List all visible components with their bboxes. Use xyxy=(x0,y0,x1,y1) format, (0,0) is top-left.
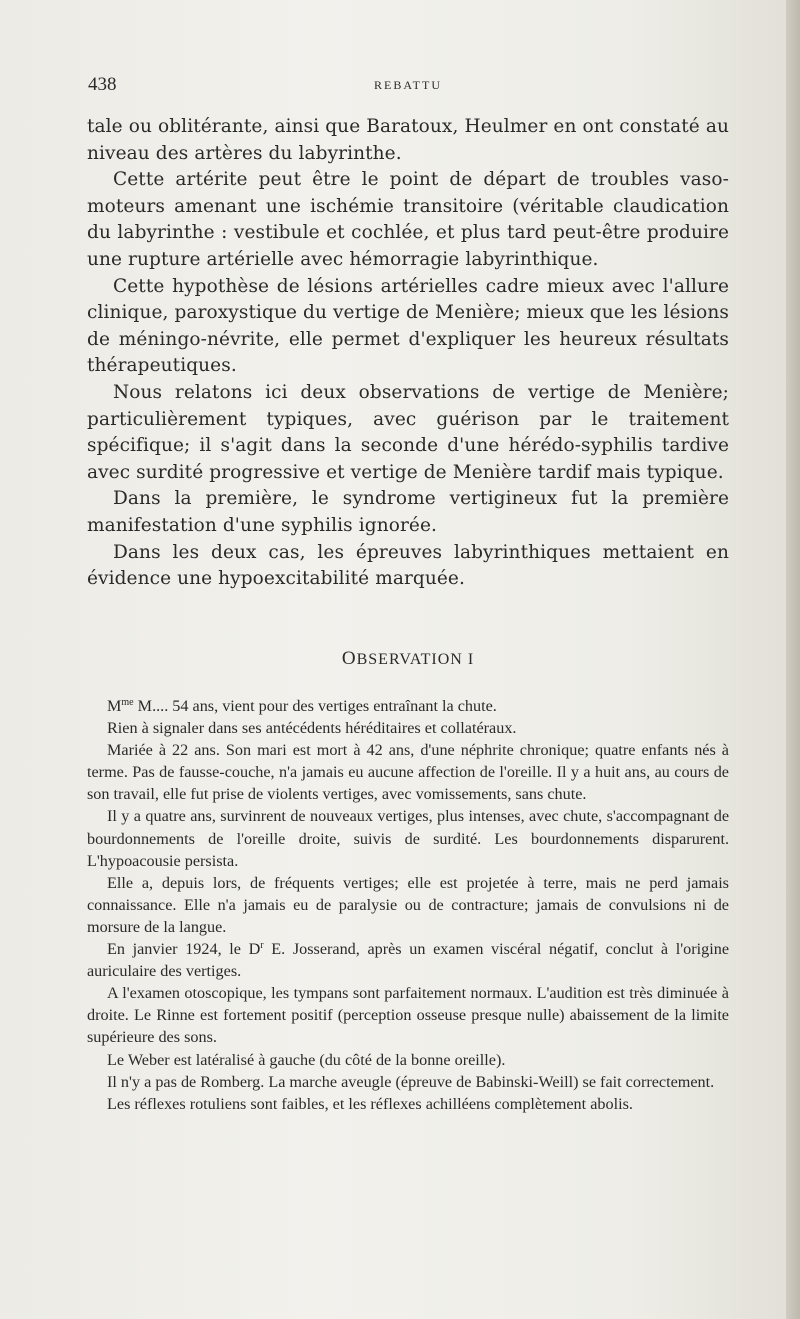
obs-paragraph-9: Il n'y a pas de Romberg. La marche aveugle (épreuve de Babinski-Weill) se fait correctement. xyxy=(107,1072,715,1091)
obs-paragraph-10: Les réflexes rotuliens sont faibles, et les réflexes achilléens complètement abolis. xyxy=(107,1094,633,1113)
running-head: REBATTU xyxy=(374,78,442,92)
paragraph-5: Dans la première, le syndrome vertigineux fut la première manifestation d'une syphilis ignorée. xyxy=(87,488,729,536)
paragraph-4: Nous relatons ici deux observations de vertige de Menière; particulièrement typiques, avec guérison par le traitement spécifique; il s'agit dans la seconde d'une hérédo-syphilis tardive avec surdité progressive et vertige de Menière tardif mais typique. xyxy=(87,381,729,483)
obs-paragraph-8: Le Weber est latéralisé à gauche (du côté de la bonne oreille). xyxy=(107,1050,506,1069)
observation-text xyxy=(87,695,729,1115)
heading-rest: BSERVATION I xyxy=(356,651,475,668)
paragraph-2: Cette artérite peut être le point de départ de troubles vaso-moteurs amenant une ischémie transitoire (véritable claudication du labyrinthe : vestibule et cochlée, et plus tard peut-être produire une rupture artérielle avec hémorragie labyrinthique. xyxy=(87,169,729,270)
obs-p1-text: M.... 54 ans, vient pour des vertiges entraînant la chute. xyxy=(133,697,497,715)
obs-paragraph-6 xyxy=(87,938,729,982)
obs-paragraph-3: Mariée à 22 ans. Son mari est mort à 42 ans, d'une néphrite chronique; quatre enfants nés à terme. Pas de fausse-couche, n'a jamais eu aucune affection de l'oreille. Il y a huit ans, au cours de son travail, elle fut prise de violents vertiges, avec vomissements, sans chute. xyxy=(87,741,729,804)
observation-heading xyxy=(87,648,729,670)
mme-abbrev: M xyxy=(107,697,122,715)
obs-paragraph-1 xyxy=(87,695,729,717)
obs-paragraph-2: Rien à signaler dans ses antécédents héréditaires et collatéraux. xyxy=(107,719,517,738)
obs-p6-text-b: E. Josserand, après un examen viscéral négatif, conclut à l'origine auriculaire des vertiges. xyxy=(87,940,730,981)
obs-p6-text-a: En janvier 1924, le D xyxy=(107,940,261,959)
page-number: 438 xyxy=(88,74,117,95)
paragraph-6: Dans les deux cas, les épreuves labyrinthiques mettaient en évidence une hypoexcitabilité marquée. xyxy=(87,541,729,590)
page-header xyxy=(88,74,728,98)
page-edge xyxy=(786,0,800,1319)
paragraph-1: tale ou oblitérante, ainsi que Baratoux, Heulmer en ont constaté au niveau des artères du labyrinthe. xyxy=(87,116,729,164)
obs-paragraph-7: A l'examen otoscopique, les tympans sont parfaitement normaux. L'audition est très diminuée à droite. Le Rinne est fortement positif (perception osseuse presque nulle) abaissement de la limite supérieure des sons. xyxy=(87,984,729,1047)
paragraph-3: Cette hypothèse de lésions artérielles cadre mieux avec l'allure clinique, paroxystique du vertige de Menière; mieux que les lésions de méningo-névrite, elle permet d'expliquer les heureux résultats thérapeutiques. xyxy=(87,275,729,377)
obs-paragraph-5: Elle a, depuis lors, de fréquents vertiges; elle est projetée à terre, mais ne perd jamais connaissance. Elle n'a jamais eu de paralysie ou de contracture; jamais de convulsions ni de morsure de la langue. xyxy=(87,873,729,936)
dr-superscript: r xyxy=(260,940,264,952)
mme-superscript: me xyxy=(121,697,134,708)
main-text xyxy=(87,114,729,593)
obs-paragraph-4: Il y a quatre ans, survinrent de nouveaux vertiges, plus intenses, avec chute, s'accompagnant de bourdonnements de l'oreille droite, suivis de surdité. Les bourdonnements disparurent. L'hypoacousie persista. xyxy=(87,807,729,870)
heading-initial: O xyxy=(341,648,357,669)
